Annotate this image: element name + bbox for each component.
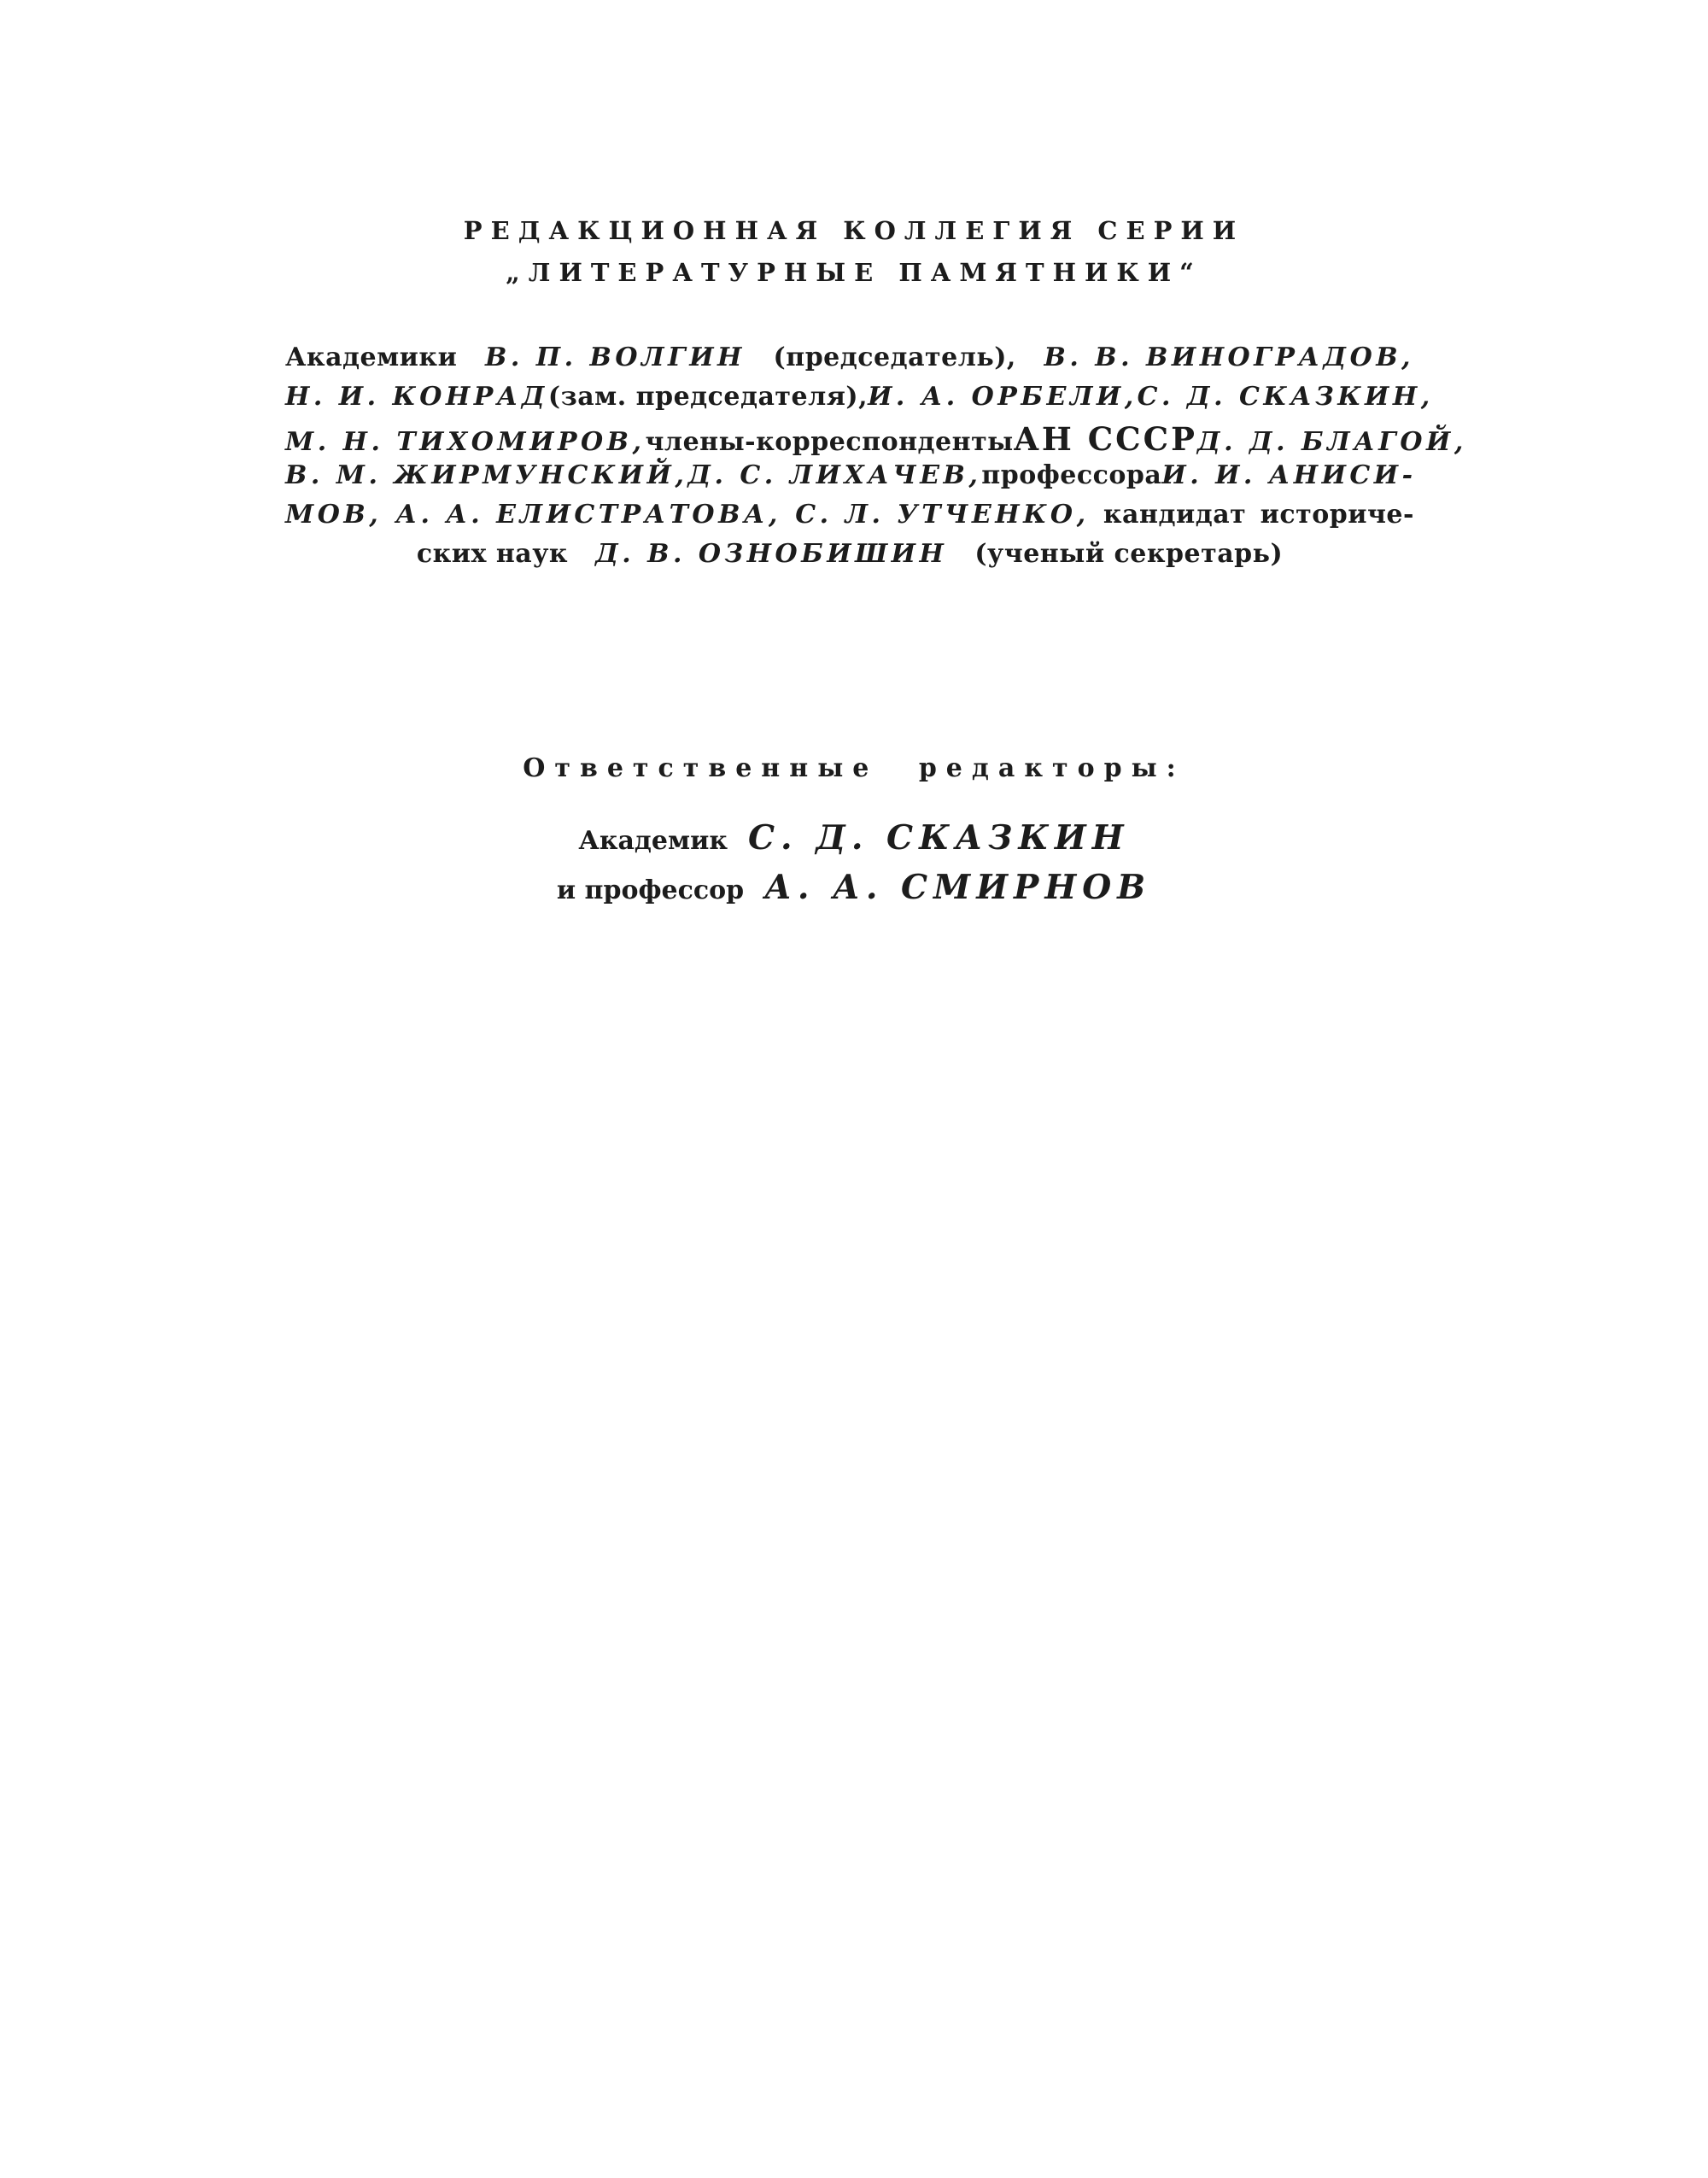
board-text: кандидат (1103, 500, 1247, 530)
board-line-2 (285, 382, 1434, 424)
editor-line-1 (0, 818, 1708, 871)
person-role: (председатель), (773, 343, 1016, 372)
person-name: В. М. ЖИРМУНСКИЙ, (285, 460, 688, 490)
editor-line-2 (0, 868, 1708, 921)
board-text: члены-корреспонденты (645, 427, 1014, 457)
board-line-5 (285, 502, 1414, 542)
editor-name: А. А. СМИРНОВ (764, 868, 1152, 907)
responsible-editors (0, 818, 1708, 921)
person-name: Н. И. КОНРАД (285, 382, 548, 412)
person-role: (зам. председателя), (547, 382, 869, 412)
person-name: С. Д. СКАЗКИН, (1137, 382, 1434, 412)
board-text: Академики (285, 343, 458, 372)
editor-title: Академик (578, 826, 728, 856)
board-line-1 (285, 345, 1414, 384)
board-text: историче- (1260, 500, 1414, 530)
series-title-line2: „ЛИТЕРАТУРНЫЕ ПАМЯТНИКИ“ (506, 258, 1202, 287)
person-name: Д. С. ЛИХАЧЕВ, (687, 460, 982, 490)
board-text: профессора (981, 460, 1162, 490)
editorial-board-paragraph (285, 343, 1467, 581)
academy-abbreviation: АН СССР (1013, 420, 1197, 458)
board-line-3 (285, 420, 1467, 463)
person-name: Д. Д. БЛАГОЙ, (1196, 427, 1467, 457)
person-name: В. В. ВИНОГРАДОВ, (1044, 343, 1414, 372)
board-line-6 (285, 539, 1414, 581)
person-name: М. Н. ТИХОМИРОВ, (285, 427, 646, 457)
person-name: В. П. ВОЛГИН (485, 343, 746, 372)
editor-name: С. Д. СКАЗКИН (748, 818, 1130, 858)
person-name: С. Л. УТЧЕНКО, (795, 500, 1090, 530)
responsible-editors-heading: Ответственные редакторы: (523, 753, 1185, 783)
person-name: Д. В. ОЗНОБИШИН (595, 539, 948, 569)
board-line-4 (285, 460, 1417, 502)
series-title-line1: РЕДАКЦИОННАЯ КОЛЛЕГИЯ СЕРИИ (463, 216, 1245, 245)
editor-title: и профессор (556, 875, 745, 905)
person-name: МОВ, (285, 500, 383, 530)
board-text: ских наук (416, 539, 569, 569)
series-title (0, 210, 1708, 294)
person-name: И. А. ОРБЕЛИ, (868, 382, 1138, 412)
person-name: И. И. АНИСИ- (1161, 460, 1417, 490)
person-role: (ученый секретарь) (974, 539, 1284, 569)
person-name: А. А. ЕЛИСТРАТОВА, (395, 500, 781, 530)
